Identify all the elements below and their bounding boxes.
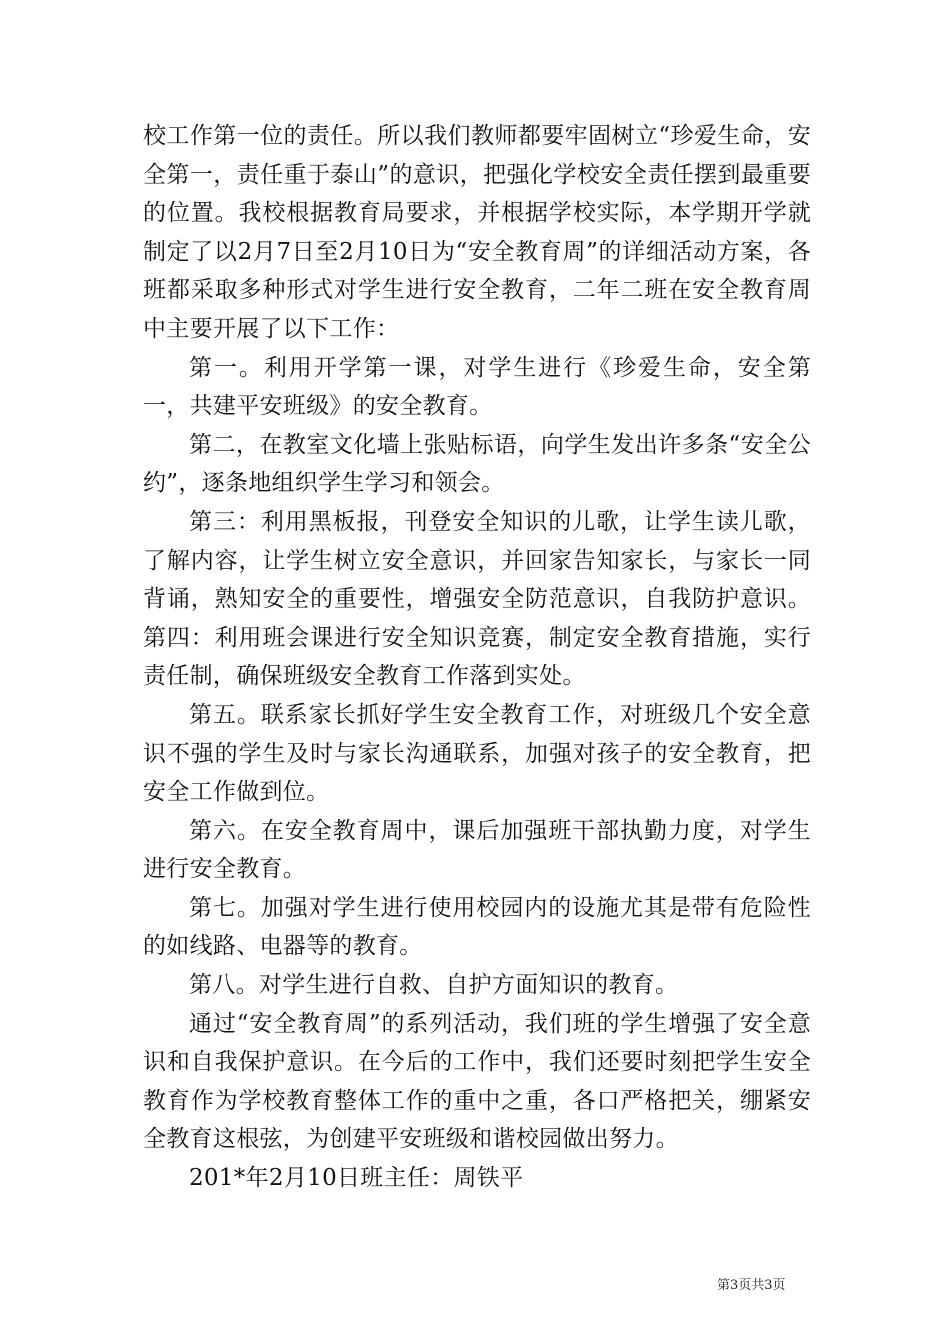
paragraph-intro: 校工作第一位的责任。所以我们教师都要牢固树立“珍爱生命，安全第一，责任重于泰山”的意识，把强化学校安全责任摆到最重要的位置。我校根据教育局要求，并根据学校实际，本学期开学就制定了以2月7日至2月10日为“安全教育周”的详细活动方案，各班都采取多种形式对学生进行安全教育，二年二班在安全教育周中主要开展了以下工作： [143,123,811,342]
paragraph-item-6: 第六。在安全教育周中，课后加强班干部执勤力度，对学生进行安全教育。 [143,817,811,883]
paragraph-item-8: 第八。对学生进行自救、自护方面知识的教育。 [189,972,679,999]
page-number: 第3页共3页 [717,1278,786,1293]
paragraph-conclusion: 通过“安全教育周”的系列活动，我们班的学生增强了安全意识和自我保护意识。在今后的工作中，我们还要时刻把学生安全教育作为学校教育整体工作的重中之重，各口严格把关，绷紧安全教育这根弦，为创建平安班级和谐校园做出努力。 [143,1010,811,1153]
paragraph-item-3-4: 第三：利用黑板报，刊登安全知识的儿歌，让学生读儿歌，了解内容，让学生树立安全意识，并回家告知家长，与家长一同背诵，熟知安全的重要性，增强安全防范意识，自我防护意识。第四：利用班会课进行安全知识竞赛，制定安全教育措施，实行责任制，确保班级安全教育工作落到实处。 [143,508,811,690]
paragraph-item-2: 第二，在教室文化墙上张贴标语，向学生发出许多条“安全公约”，逐条地组织学生学习和领会。 [143,431,811,497]
paragraph-item-5: 第五。联系家长抓好学生安全教育工作，对班级几个安全意识不强的学生及时与家长沟通联系，加强对孩子的安全教育，把安全工作做到位。 [143,701,811,806]
document-body [143,117,811,1198]
signature-line: 201*年2月10日班主任：周铁平 [189,1165,524,1192]
paragraph-item-7: 第七。加强对学生进行使用校园内的设施尤其是带有危险性的如线路、电器等的教育。 [143,894,811,960]
paragraph-item-1: 第一。利用开学第一课，对学生进行《珍爱生命，安全第一，共建平安班级》的安全教育。 [143,354,811,420]
